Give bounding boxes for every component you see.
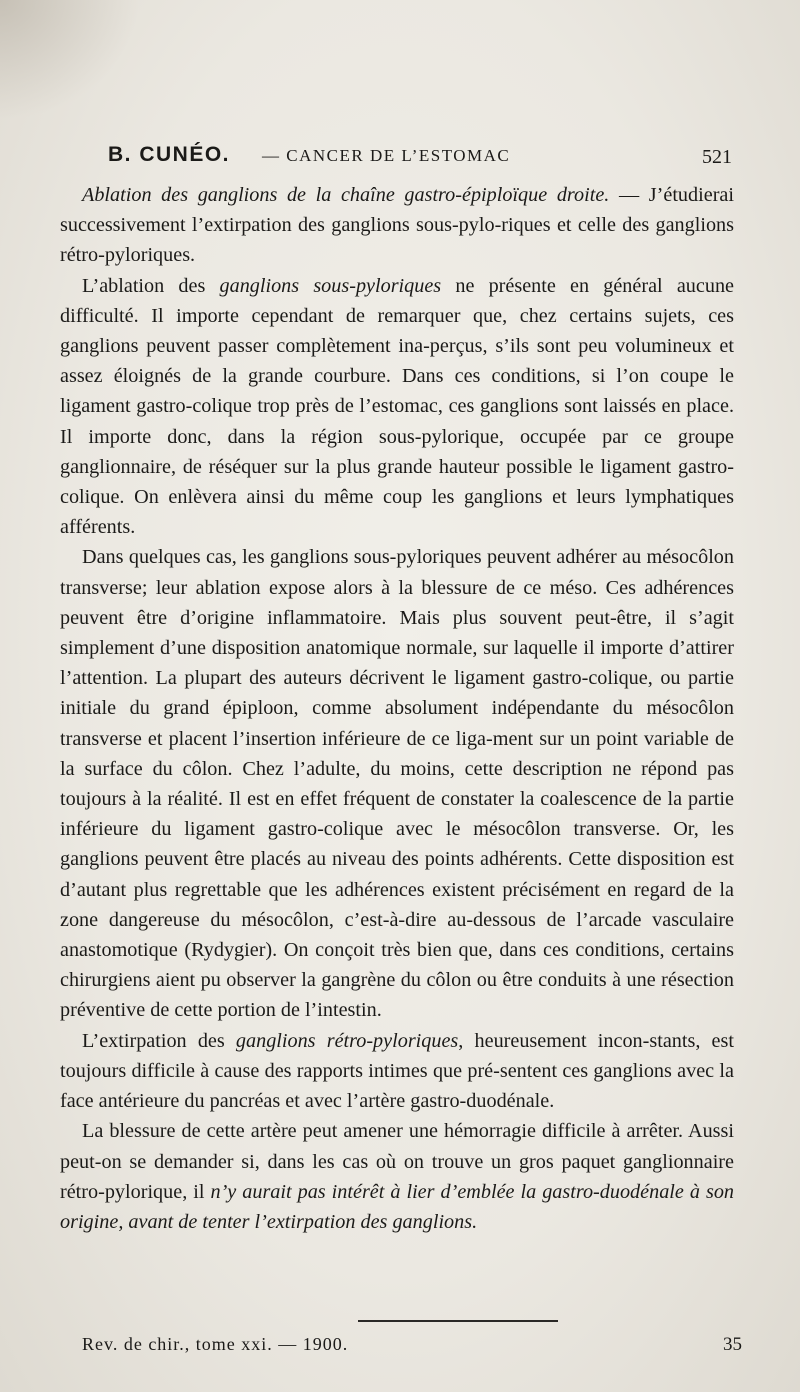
paragraph-4: L’extirpation des ganglions rétro-pyloriques, heureusement incon-stants, est toujours difficile à cause des rapports intimes que pré-sentent ces ganglions avec la face antérieure du pancréas et avec l’artère gastro-duodénale. — [60, 1029, 734, 1113]
body-text — [60, 180, 734, 1237]
running-header — [108, 143, 732, 173]
signature-mark: 35 — [723, 1334, 742, 1355]
header-title: — CANCER DE L’ESTOMAC — [262, 146, 511, 165]
page-corner-shadow — [0, 0, 140, 120]
section-heading: Ablation des ganglions de la chaîne gastro-épiploïque droite. — [82, 184, 610, 206]
paragraph-1: Ablation des ganglions de la chaîne gastro-épiploïque droite. — J’étudierai successivement l’extirpation des ganglions sous-pylo-riques et celle des ganglions rétro-pyloriques. — [60, 184, 734, 267]
page-number: 521 — [702, 146, 732, 168]
footer-rule — [358, 1320, 558, 1322]
paragraph-5: La blessure de cette artère peut amener une hémorragie difficile à arrêter. Aussi peut-on se demander si, dans les cas où on trouve un gros paquet ganglionnaire rétro-pylorique, il n’y aurait pas intérêt à lier d’emblée la gastro-duodénale à son origine, avant de tenter l’extirpation des ganglions. — [60, 1120, 735, 1233]
paragraph-2: L’ablation des ganglions sous-pyloriques ne présente en général aucune difficulté. Il importe cependant de remarquer que, chez certains sujets, ces ganglions peuvent passer complètement ina-perçus, s’ils sont peu volumineux et assez éloignés de la grande courbure. Dans ces conditions, si l’on coupe le ligament gastro-colique trop près de l’estomac, ces ganglions sont laissés en place. Il importe donc, dans la région sous-pylorique, occupée par ce groupe ganglionnaire, de réséquer sur la plus grande hauteur possible le ligament gastro-colique. On enlèvera ainsi du même coup les ganglions et leurs lymphatiques afférents. — [60, 274, 734, 539]
journal-reference: Rev. de chir., tome xxi. — 1900. — [82, 1334, 349, 1354]
paragraph-3: Dans quelques cas, les ganglions sous-pyloriques peuvent adhérer au mésocôlon transverse; leur ablation expose alors à la blessure de ce méso. Ces adhérences peuvent être d’origine inflammatoire. Mais plus souvent peut-être, il s’agit simplement d’une disposition anatomique normale, sur laquelle il importe d’attirer l’attention. La plupart des auteurs décrivent le ligament gastro-colique, ou partie initiale du grand épiploon, comme absolument indépendante du mésocôlon transverse et placent l’insertion inférieure de ce liga-ment sur un point variable de la surface du côlon. Chez l’adulte, du moins, cette description ne répond pas toujours à la réalité. Il est en effet fréquent de constater la coalescence de la partie inférieure du ligament gastro-colique avec le mésocôlon transverse. Or, les ganglions peuvent être placés au niveau des points adhérents. Cette disposition est d’autant plus regrettable que les adhérences existent précisément en regard de la zone dangereuse du mésocôlon, c’est-à-dire au-dessous de l’arcade vasculaire anastomotique (Rydygier). On conçoit très bien que, dans ces conditions, certains chirurgiens aient pu observer la gangrène du côlon ou être conduits à une résection préventive de cette portion de l’intestin. — [60, 546, 734, 1022]
header-author: B. CUNÉO. — [108, 143, 231, 166]
